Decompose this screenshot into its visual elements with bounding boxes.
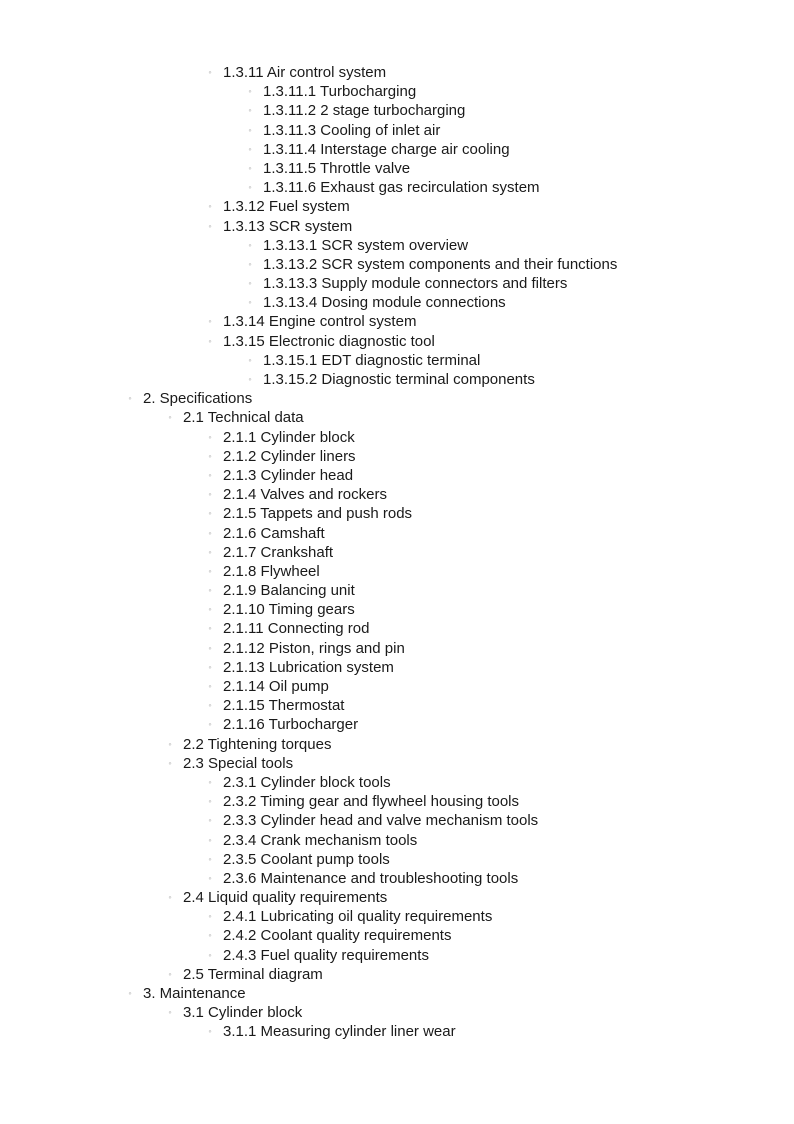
bullet-icon: ◦ bbox=[248, 143, 252, 154]
bullet-icon: ◦ bbox=[208, 911, 212, 922]
toc-entry[interactable] bbox=[0, 946, 794, 965]
toc-entry[interactable] bbox=[0, 926, 794, 945]
toc-entry[interactable] bbox=[0, 274, 794, 293]
toc-entry-label: 1.3.11.4 Interstage charge air cooling bbox=[263, 140, 510, 158]
toc-entry-label: 1.3.11.6 Exhaust gas recirculation system bbox=[263, 179, 540, 197]
bullet-icon: ◦ bbox=[208, 661, 212, 672]
toc-entry-label: 2.1.16 Turbocharger bbox=[223, 716, 359, 734]
toc-entry[interactable] bbox=[0, 408, 794, 427]
toc-entry[interactable] bbox=[0, 811, 794, 830]
toc-entry[interactable] bbox=[0, 850, 794, 869]
toc-entry[interactable] bbox=[0, 888, 794, 907]
bullet-icon: ◦ bbox=[208, 220, 212, 231]
bullet-icon: ◦ bbox=[248, 354, 252, 365]
toc-entry-label: 3. Maintenance bbox=[143, 985, 246, 1002]
toc-entry-label: 2.1.14 Oil pump bbox=[223, 678, 329, 695]
bullet-icon: ◦ bbox=[248, 374, 252, 384]
toc-entry-label: 2.3.1 Cylinder block tools bbox=[223, 773, 391, 791]
toc-entry[interactable] bbox=[0, 217, 794, 236]
bullet-icon: ◦ bbox=[208, 681, 212, 691]
bullet-icon: ◦ bbox=[208, 642, 212, 653]
toc-entry[interactable] bbox=[0, 504, 794, 523]
toc-entry[interactable] bbox=[0, 619, 794, 638]
bullet-icon: ◦ bbox=[248, 258, 252, 269]
toc-entry-label: 2.3.6 Maintenance and troubleshooting tools bbox=[223, 869, 519, 887]
toc-entry[interactable] bbox=[0, 332, 794, 351]
bullet-icon: ◦ bbox=[168, 968, 172, 979]
bullet-icon: ◦ bbox=[208, 431, 212, 442]
bullet-icon: ◦ bbox=[208, 815, 212, 826]
bullet-icon: ◦ bbox=[128, 988, 132, 998]
toc-entry[interactable] bbox=[0, 907, 794, 926]
bullet-icon: ◦ bbox=[128, 393, 132, 404]
toc-entry[interactable] bbox=[0, 965, 794, 984]
toc-entry-label: 2.1.13 Lubrication system bbox=[223, 658, 394, 676]
bullet-icon: ◦ bbox=[208, 546, 212, 557]
toc-entry[interactable] bbox=[0, 715, 794, 734]
bullet-icon: ◦ bbox=[208, 776, 212, 787]
toc-entry[interactable] bbox=[0, 524, 794, 543]
bullet-icon: ◦ bbox=[208, 1026, 212, 1037]
toc-entry-label: 1.3.13.4 Dosing module connections bbox=[263, 294, 506, 312]
toc-entry[interactable] bbox=[0, 466, 794, 485]
toc-entry-label: 2.1.12 Piston, rings and pin bbox=[223, 639, 405, 657]
toc-entry-label: 2.3.2 Timing gear and flywheel housing tools bbox=[223, 793, 520, 811]
bullet-icon: ◦ bbox=[208, 489, 212, 500]
toc-entry-label: 1.3.15.2 Diagnostic terminal components bbox=[263, 371, 535, 388]
bullet-icon: ◦ bbox=[248, 162, 252, 173]
toc-entry-label: 2.1.8 Flywheel bbox=[223, 562, 320, 580]
bullet-icon: ◦ bbox=[248, 182, 252, 193]
toc-entry[interactable] bbox=[0, 562, 794, 581]
toc-entry-label: 1.3.15.1 EDT diagnostic terminal bbox=[263, 351, 481, 369]
toc-entry[interactable] bbox=[0, 428, 794, 447]
toc-entry-label: 2.1.2 Cylinder liners bbox=[223, 447, 356, 465]
toc-entry[interactable] bbox=[0, 389, 794, 408]
toc-entry-label: 1.3.13.3 Supply module connectors and filters bbox=[263, 275, 568, 293]
toc-entry[interactable] bbox=[0, 735, 794, 754]
toc-entry-label: 2.4 Liquid quality requirements bbox=[183, 889, 388, 907]
toc-entry-label: 1.3.13 SCR system bbox=[223, 217, 353, 235]
toc-entry-label: 2.4.3 Fuel quality requirements bbox=[223, 946, 429, 964]
bullet-icon: ◦ bbox=[208, 949, 212, 960]
table-of-contents bbox=[0, 63, 794, 1042]
toc-entry[interactable] bbox=[0, 984, 794, 1003]
toc-entry[interactable] bbox=[0, 351, 794, 370]
bullet-icon: ◦ bbox=[208, 527, 212, 538]
toc-entry[interactable] bbox=[0, 140, 794, 159]
bullet-icon: ◦ bbox=[208, 872, 212, 883]
bullet-icon: ◦ bbox=[208, 700, 212, 711]
bullet-icon: ◦ bbox=[168, 1007, 172, 1018]
bullet-icon: ◦ bbox=[208, 853, 212, 864]
toc-entry-label: 1.3.11 Air control system bbox=[223, 64, 387, 81]
toc-entry[interactable] bbox=[0, 792, 794, 811]
toc-entry[interactable] bbox=[0, 293, 794, 312]
toc-entry[interactable] bbox=[0, 869, 794, 888]
bullet-icon: ◦ bbox=[208, 450, 212, 461]
bullet-icon: ◦ bbox=[208, 585, 212, 596]
bullet-icon: ◦ bbox=[168, 892, 172, 903]
toc-entry-label: 2.5 Terminal diagram bbox=[183, 965, 323, 983]
toc-entry[interactable] bbox=[0, 658, 794, 677]
bullet-icon: ◦ bbox=[208, 335, 212, 346]
toc-entry[interactable] bbox=[0, 197, 794, 216]
toc-entry[interactable] bbox=[0, 581, 794, 600]
toc-entry[interactable] bbox=[0, 63, 794, 82]
bullet-icon: ◦ bbox=[168, 412, 172, 423]
bullet-icon: ◦ bbox=[208, 623, 212, 634]
toc-entry[interactable] bbox=[0, 754, 794, 773]
bullet-icon: ◦ bbox=[168, 757, 172, 768]
bullet-icon: ◦ bbox=[168, 738, 172, 749]
toc-entry-label: 1.3.11.3 Cooling of inlet air bbox=[263, 121, 441, 139]
toc-entry[interactable] bbox=[0, 255, 794, 274]
toc-entry-label: 2.1.6 Camshaft bbox=[223, 524, 325, 542]
toc-entry-label: 2.1 Technical data bbox=[183, 409, 304, 427]
toc-entry[interactable] bbox=[0, 485, 794, 504]
toc-entry[interactable] bbox=[0, 773, 794, 792]
toc-entry[interactable] bbox=[0, 543, 794, 562]
toc-entry[interactable] bbox=[0, 1022, 794, 1041]
toc-entry[interactable] bbox=[0, 121, 794, 140]
bullet-icon: ◦ bbox=[248, 105, 252, 116]
toc-entry-label: 2.1.5 Tappets and push rods bbox=[223, 505, 413, 523]
bullet-icon: ◦ bbox=[208, 930, 212, 941]
toc-entry[interactable] bbox=[0, 236, 794, 255]
toc-entry-label: 2.3 Special tools bbox=[183, 754, 294, 772]
toc-entry-label: 2.3.4 Crank mechanism tools bbox=[223, 831, 418, 849]
bullet-icon: ◦ bbox=[248, 124, 252, 135]
toc-entry-label: 1.3.13.1 SCR system overview bbox=[263, 236, 469, 254]
toc-entry-label: 2.3.5 Coolant pump tools bbox=[223, 850, 390, 868]
bullet-icon: ◦ bbox=[208, 565, 212, 576]
toc-entry[interactable] bbox=[0, 677, 794, 696]
toc-entry[interactable] bbox=[0, 370, 794, 389]
toc-entry-label: 2.1.15 Thermostat bbox=[223, 697, 345, 715]
toc-entry-label: 1.3.12 Fuel system bbox=[223, 198, 350, 216]
toc-entry-label: 2.2 Tightening torques bbox=[183, 735, 332, 753]
toc-entry-label: 2. Specifications bbox=[143, 390, 253, 408]
toc-entry-label: 1.3.15 Electronic diagnostic tool bbox=[223, 332, 435, 350]
bullet-icon: ◦ bbox=[208, 201, 212, 212]
bullet-icon: ◦ bbox=[208, 834, 212, 845]
toc-entry-label: 3.1.1 Measuring cylinder liner wear bbox=[223, 1023, 456, 1041]
toc-entry[interactable] bbox=[0, 600, 794, 619]
bullet-icon: ◦ bbox=[208, 316, 212, 327]
toc-entry-label: 2.4.1 Lubricating oil quality requirements bbox=[223, 908, 493, 926]
bullet-icon: ◦ bbox=[208, 469, 212, 480]
toc-entry[interactable] bbox=[0, 312, 794, 331]
toc-entry[interactable] bbox=[0, 639, 794, 658]
bullet-icon: ◦ bbox=[248, 239, 252, 250]
toc-entry-label: 1.3.11.2 2 stage turbocharging bbox=[263, 102, 466, 120]
bullet-icon: ◦ bbox=[208, 67, 212, 77]
toc-entry-label: 1.3.11.1 Turbocharging bbox=[263, 83, 417, 101]
toc-entry[interactable] bbox=[0, 178, 794, 197]
toc-entry-label: 2.1.9 Balancing unit bbox=[223, 582, 355, 600]
toc-entry-label: 1.3.13.2 SCR system components and their functions bbox=[263, 255, 618, 273]
toc-entry-label: 2.1.11 Connecting rod bbox=[223, 620, 370, 638]
toc-entry-label: 2.1.1 Cylinder block bbox=[223, 428, 355, 446]
bullet-icon: ◦ bbox=[208, 508, 212, 519]
bullet-icon: ◦ bbox=[248, 86, 252, 97]
toc-entry-label: 1.3.11.5 Throttle valve bbox=[263, 159, 411, 177]
bullet-icon: ◦ bbox=[208, 796, 212, 807]
toc-entry-label: 1.3.14 Engine control system bbox=[223, 313, 417, 331]
toc-entry[interactable] bbox=[0, 831, 794, 850]
toc-entry-label: 2.1.10 Timing gears bbox=[223, 601, 355, 619]
toc-entry[interactable] bbox=[0, 82, 794, 101]
toc-entry[interactable] bbox=[0, 159, 794, 178]
toc-entry-label: 3.1 Cylinder block bbox=[183, 1004, 303, 1022]
bullet-icon: ◦ bbox=[208, 719, 212, 730]
toc-entry-label: 2.3.3 Cylinder head and valve mechanism tools bbox=[223, 812, 539, 830]
toc-entry-label: 2.1.4 Valves and rockers bbox=[223, 486, 387, 504]
toc-entry-label: 2.1.3 Cylinder head bbox=[223, 466, 354, 484]
bullet-icon: ◦ bbox=[248, 297, 252, 308]
toc-entry[interactable] bbox=[0, 101, 794, 120]
toc-entry-label: 2.4.2 Coolant quality requirements bbox=[223, 927, 452, 945]
toc-entry-label: 2.1.7 Crankshaft bbox=[223, 543, 334, 561]
toc-entry[interactable] bbox=[0, 696, 794, 715]
toc-entry[interactable] bbox=[0, 447, 794, 466]
bullet-icon: ◦ bbox=[248, 278, 252, 289]
toc-entry[interactable] bbox=[0, 1003, 794, 1022]
bullet-icon: ◦ bbox=[208, 604, 212, 615]
